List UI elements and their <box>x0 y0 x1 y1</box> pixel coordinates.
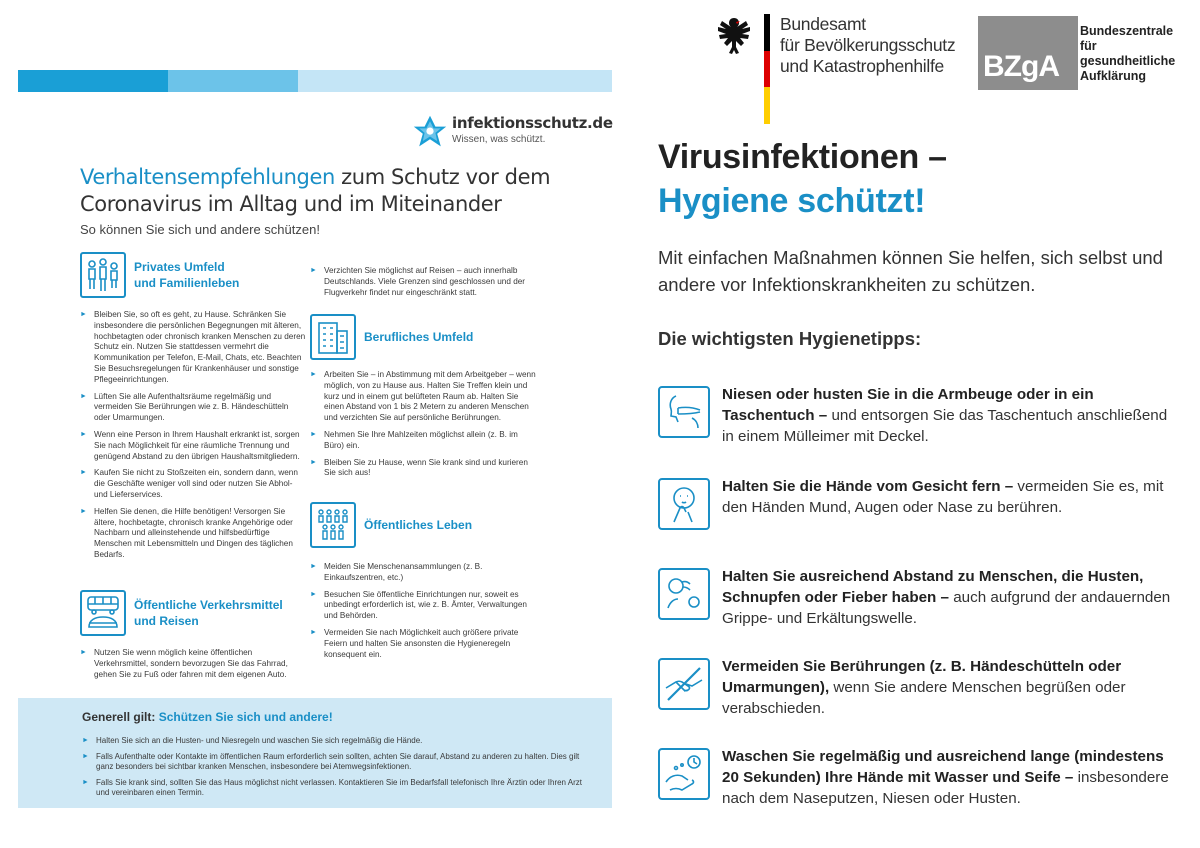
logo-tagline: Wissen, was schützt. <box>452 134 546 145</box>
hygiene-title-line-1: Virusinfektionen – <box>658 138 947 176</box>
tip-4-bold: Vermeiden Sie Berührungen (z. B. Händeschütteln oder Umarmungen), <box>722 658 1122 696</box>
top-color-bar <box>18 70 612 92</box>
tip-1-bold: Niesen oder husten Sie in die Armbeuge oder in ein Taschentuch – <box>722 386 1094 424</box>
german-flag-stripe <box>764 14 770 124</box>
section-transport-header <box>80 590 283 636</box>
section-private-header <box>80 252 239 298</box>
work-bullet-list <box>310 370 538 485</box>
list-item: ► Bleiben Sie zu Hause, wenn Sie krank sind und kurieren Sie sich aus! <box>310 458 538 480</box>
list-item: ► Helfen Sie denen, die Hilfe benötigen! Versorgen Sie ältere, hochbetagte, chronisch kranke Angehörige oder Nachbarn und alleinstehende und hilfsbedürftige Menschen mit Lebensmitteln und Dingen des täglichen Bedarfs. <box>80 507 306 561</box>
transport-bullet-list <box>80 648 306 686</box>
face-touch-icon <box>662 482 706 526</box>
section-public-label: Öffentliches Leben <box>364 518 473 532</box>
hygiene-title-line-2: Hygiene schützt! <box>658 182 926 220</box>
list-item: ► Besuchen Sie öffentliche Einrichtungen nur, soweit es unbedingt erforderlich ist, wie z. B. Ämter, Verwaltungen und Behörden. <box>310 590 538 622</box>
bbk-line-3: und Katastrophenhilfe <box>780 56 944 76</box>
section-work-label: Berufliches Umfeld <box>364 330 474 344</box>
general-title <box>82 710 333 724</box>
handwash-icon <box>662 752 706 796</box>
list-item: ► Falls Aufenthalte oder Kontakte im öffentlichen Raum erforderlich sein sollten, achten Sie darauf, Abstand zu anderen zu halten. Dies gilt ganz besonders bei sichtbar kranken Menschen, insbesondere bei Atemwegsinfektionen. <box>82 752 592 773</box>
tip-3-bold: Halten Sie ausreichend Abstand zu Menschen, die Husten, Schnupfen oder Fieber haben – <box>722 568 1144 606</box>
hygiene-subtitle: Die wichtigsten Hygienetipps: <box>658 328 922 349</box>
travel-bullet-list <box>310 266 538 304</box>
hygiene-tip-5 <box>658 746 1178 809</box>
section-private-label-2: und Familienleben <box>134 276 240 290</box>
bbk-line-1: Bundesamt <box>780 14 866 34</box>
section-work-header <box>310 314 473 360</box>
no-handshake-icon <box>662 662 706 706</box>
sneeze-icon <box>662 390 706 434</box>
private-bullet-list <box>80 310 306 567</box>
infektionsschutz-logo <box>412 114 613 150</box>
bzga-name <box>1080 24 1175 84</box>
page-title <box>80 164 600 218</box>
bzga-logo-text: BZgA <box>983 50 1059 83</box>
logo-star-icon <box>412 114 448 150</box>
general-bullet-list <box>82 736 592 804</box>
list-item: ► Falls Sie krank sind, sollten Sie das Haus möglichst nicht verlassen. Kontaktieren Sie im Bedarfsfall telefonisch Ihre Ärztin oder Ihren Arzt und vereinbaren einen Termin. <box>82 778 592 799</box>
list-item: ► Bleiben Sie, so oft es geht, zu Hause. Schränken Sie insbesondere die persönlichen Begegnungen mit älteren, hochbetagten oder chronisch kranken Menschen zu deren Schutz ein. Nutzen Sie stattdessen vermehrt die Kommunikation per Telefon, E-Mail, Chats, etc. Beachten Sie Besuchsregelungen für Krankenhäuser und sonstige Pflegeeinrichtungen. <box>80 310 306 386</box>
bus-train-icon <box>83 593 123 633</box>
hygiene-tip-4 <box>658 656 1178 719</box>
list-item: ► Meiden Sie Menschenansammlungen (z. B. Einkaufszentren, etc.) <box>310 562 538 584</box>
page-subtitle: So können Sie sich und andere schützen! <box>80 222 320 237</box>
section-private-label-1: Privates Umfeld <box>134 260 225 274</box>
title-rest: zum Schutz vor dem Coronavirus im Alltag und im Miteinander <box>80 165 551 216</box>
hygiene-intro: Mit einfachen Maßnahmen können Sie helfen, sich selbst und andere vor Infektionskrankheiten zu schützen. <box>658 247 1163 295</box>
bzga-line-4: Aufklärung <box>1080 69 1146 83</box>
crowd-icon <box>313 505 353 545</box>
tip-4-text: wenn Sie andere Menschen begrüßen oder verabschieden. <box>722 679 1126 717</box>
tip-5-bold: Waschen Sie regelmäßig und ausreichend lange (mindestens 20 Sekunden) Ihre Hände mit Wasser und Seife – <box>722 748 1164 786</box>
family-icon <box>83 255 123 295</box>
tip-2-bold: Halten Sie die Hände vom Gesicht fern – <box>722 478 1014 495</box>
bzga-line-3: gesundheitliche <box>1080 54 1176 68</box>
tip-2-text: vermeiden Sie es, mit den Händen Mund, Augen oder Nase zu berühren. <box>722 478 1164 516</box>
tip-3-text: auch aufgrund der andauernden Grippe- und Erkältungswelle. <box>722 589 1171 627</box>
distance-icon <box>662 572 706 616</box>
hygiene-flyer <box>612 0 1200 848</box>
tip-1-text: und entsorgen Sie das Taschentuch anschließend in einem Mülleimer mit Deckel. <box>722 407 1168 445</box>
list-item: ► Halten Sie sich an die Husten- und Niesregeln und waschen Sie sich regelmäßig die Hände. <box>82 736 592 747</box>
list-item: ► Vermeiden Sie nach Möglichkeit auch größere private Feiern und halten Sie ansonsten die Hygieneregeln konsequent ein. <box>310 628 538 660</box>
building-icon <box>313 317 353 357</box>
bbk-line-2: für Bevölkerungsschutz <box>780 35 956 55</box>
bbk-name <box>780 14 955 77</box>
section-transport-label-1: Öffentliche Verkehrsmittel <box>134 598 283 612</box>
public-bullet-list <box>310 562 538 666</box>
hygiene-tip-3 <box>658 566 1178 629</box>
general-title-dark: Generell gilt: <box>82 710 159 724</box>
section-public-header <box>310 502 472 548</box>
eagle-icon <box>712 12 756 64</box>
hygiene-tip-2 <box>658 476 1178 530</box>
title-highlight: Verhaltensempfehlungen <box>80 165 335 189</box>
bzga-line-1: Bundeszentrale <box>1080 24 1174 38</box>
hygiene-tip-1 <box>658 384 1178 447</box>
list-item: ► Kaufen Sie nicht zu Stoßzeiten ein, sondern dann, wenn die Geschäfte weniger voll sind oder nutzen Sie Abhol- und Lieferservices. <box>80 468 306 500</box>
list-item: ► Nutzen Sie wenn möglich keine öffentlichen Verkehrsmittel, sondern bevorzugen Sie das Fahrrad, gehen Sie zu Fuß oder fahren mit dem eigenen Auto. <box>80 648 306 680</box>
tip-5-text: insbesondere nach dem Naseputzen, Niesen oder Husten. <box>722 769 1169 807</box>
list-item: ► Arbeiten Sie – in Abstimmung mit dem Arbeitgeber – wenn möglich, von zu Hause aus. Halten Sie Treffen klein und kurz und in einem gut belüfteten Raum ab. Halten Sie einen Abstand von 1 bis 2 Metern zu anderen Menschen und verzichten Sie auf persönliche Berührungen. <box>310 370 538 424</box>
bzga-line-2: für <box>1080 39 1097 53</box>
list-item: ► Wenn eine Person in Ihrem Haushalt erkrankt ist, sorgen Sie nach Möglichkeit für eine räumliche Trennung und genügend Abstand zu den übrigen Haushaltsmitgliedern. <box>80 430 306 462</box>
list-item: ► Verzichten Sie möglichst auf Reisen – auch innerhalb Deutschlands. Viele Grenzen sind geschlossen und der Flugverkehr findet nur eingeschränkt statt. <box>310 266 538 298</box>
list-item: ► Nehmen Sie Ihre Mahlzeiten möglichst allein (z. B. im Büro) ein. <box>310 430 538 452</box>
infektionsschutz-flyer <box>18 0 612 848</box>
section-transport-label-2: und Reisen <box>134 614 199 628</box>
list-item: ► Lüften Sie alle Aufenthaltsräume regelmäßig und vermeiden Sie Berührungen wie z. B. Händeschütteln oder Umarmungen. <box>80 392 306 424</box>
general-title-blue: Schützen Sie sich und andere! <box>158 710 333 724</box>
logo-name: infektionsschutz.de <box>452 114 613 132</box>
